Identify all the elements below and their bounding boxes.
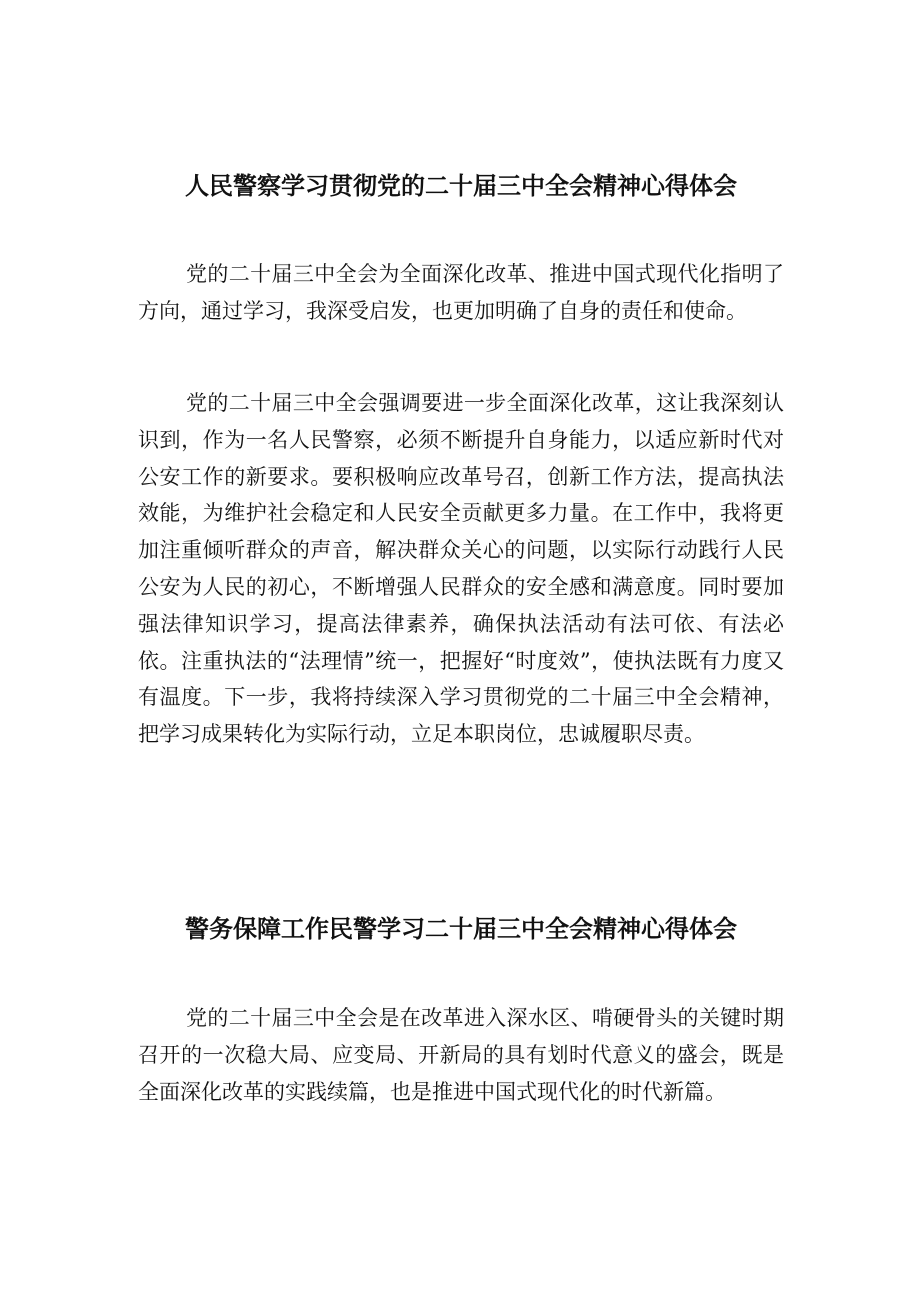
section-1-paragraph-1: 党的二十届三中全会为全面深化改革、推进中国式现代化指明了方向，通过学习，我深受启发，也更加明确了自身的责任和使命。	[138, 262, 784, 323]
section-title-1: 人民警察学习贯彻党的二十届三中全会精神心得体会	[185, 172, 737, 200]
section-1-paragraph-2: 党的二十届三中全会强调要进一步全面深化改革，这让我深刻认识到，作为一名人民警察，必须不断提升自身能力，以适应新时代对公安工作的新要求。要积极响应改革号召，创新工作方法，提高执法效能，为维护社会稳定和人民安全贡献更多力量。在工作中，我将更加注重倾听群众的声音，解决群众关心的问题，以实际行动践行人民公安为人民的初心，不断增强人民群众的安全感和满意度。同时要加强法律知识学习，提高法律素养，确保执法活动有法可依、有法必依。注重执法的“法理情”统一，把握好“时度效”，使执法既有力度又有温度。下一步，我将持续深入学习贯彻党的二十届三中全会精神，把学习成果转化为实际行动，立足本职岗位，忠诚履职尽责。	[138, 391, 784, 747]
section-title-2: 警务保障工作民警学习二十届三中全会精神心得体会	[185, 915, 737, 943]
section-2-paragraph-1: 党的二十届三中全会是在改革进入深水区、啃硬骨头的关键时期召开的一次稳大局、应变局、开新局的具有划时代意义的盛会，既是全面深化改革的实践续篇，也是推进中国式现代化的时代新篇。	[138, 1006, 784, 1104]
